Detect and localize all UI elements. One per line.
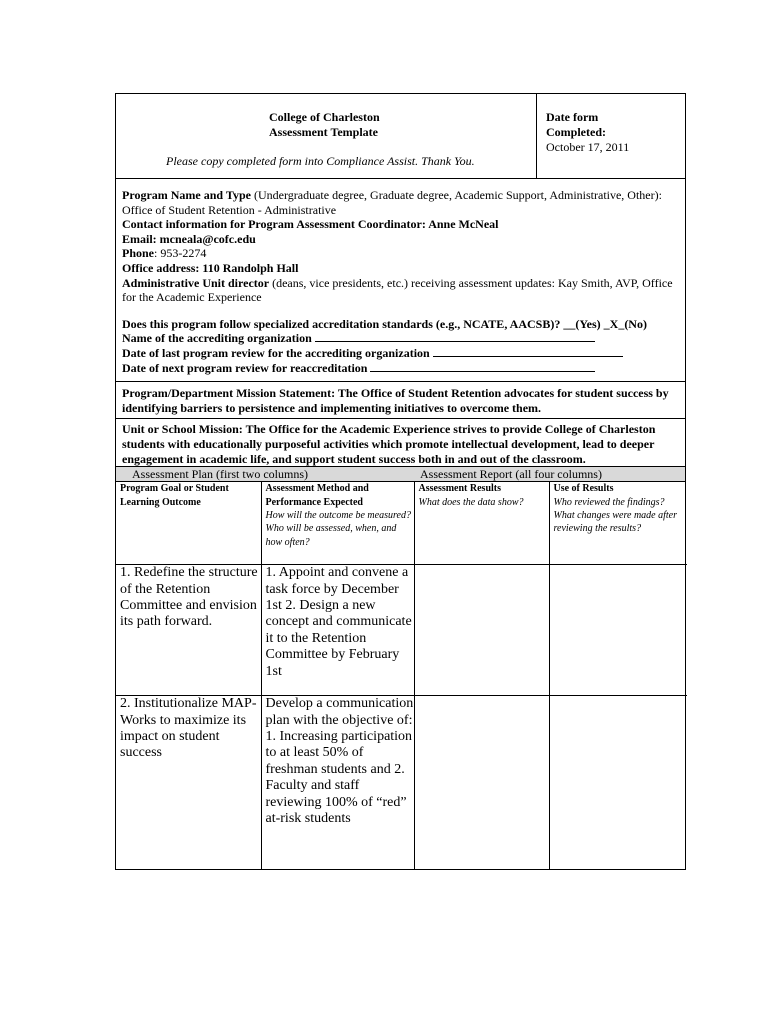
unit-director-label: Administrative Unit director <box>122 275 270 290</box>
goal-cell: 2. Institutionalize MAP-Works to maximize its impact on student success <box>116 696 261 870</box>
title-block <box>269 110 380 140</box>
template-name: Assessment Template <box>269 125 379 139</box>
table-row <box>116 565 687 696</box>
accrediting-org-label: Name of the accrediting organization <box>122 331 312 346</box>
last-review-blank <box>433 346 623 357</box>
results-cell <box>414 696 549 870</box>
header-title-cell <box>116 94 537 178</box>
email: Email: mcneala@cofc.edu <box>122 231 256 246</box>
unit-director-value: (deans, vice presidents, etc.) receiving assessment updates: Kay Smith, AVP, Office for the Academic Experience <box>122 275 673 305</box>
date-label-2: Completed: <box>546 125 606 139</box>
program-info <box>116 179 685 382</box>
phone <box>122 246 679 261</box>
department-mission: Program/Department Mission Statement: The Office of Student Retention advocates for student success by identifying barriers to persistence and implementing initiatives to overcome them. <box>116 382 685 419</box>
program-name-type-label: Program Name and Type <box>122 188 251 202</box>
plan-header-bar <box>116 466 685 482</box>
program-name-type <box>122 188 679 217</box>
method-cell: 1. Appoint and convene a task force by December 1st 2. Design a new concept and communicate it to the Retention Committee by February 1st <box>261 565 414 696</box>
col-header-use: Use of Results Who reviewed the findings? What changes were made after reviewing the results? <box>549 482 687 565</box>
last-review-row <box>122 346 679 361</box>
office-address: Office address: 110 Randolph Hall <box>122 260 299 275</box>
date-label-1: Date form <box>546 110 599 124</box>
unit-director <box>122 276 679 305</box>
assessment-form <box>115 93 686 870</box>
col-header-method: Assessment Method and Performance Expected How will the outcome be measured? Who will be assessed, when, and how often? <box>261 482 414 565</box>
form-header <box>116 94 685 179</box>
unit-mission: Unit or School Mission: The Office for the Academic Experience strives to provide College of Charleston students with educationally purposeful activities which promote intellectual development, lead to deeper engagement in academic life, and support student success both in and out of the classroom. <box>122 422 656 466</box>
accrediting-org-blank <box>315 331 595 342</box>
table-row <box>116 696 687 870</box>
next-review-label: Date of next program review for reaccreditation <box>122 360 368 375</box>
next-review-blank <box>370 361 595 372</box>
phone-value: : 953-2274 <box>154 246 207 261</box>
col-header-results: Assessment Results What does the data show? <box>414 482 549 565</box>
program-name-type-value: (Undergraduate degree, Graduate degree, Academic Support, Administrative, Other): Office of Student Retention - Administrative <box>122 188 662 217</box>
assessment-table <box>116 482 687 869</box>
contact-info: Contact information for Program Assessment Coordinator: Anne McNeal <box>122 217 499 232</box>
last-review-label: Date of last program review for the accrediting organization <box>122 345 430 360</box>
date-cell <box>546 110 629 155</box>
col-header-goal: Program Goal or Student Learning Outcome <box>116 482 261 565</box>
phone-label: Phone <box>122 246 155 261</box>
use-cell <box>549 565 687 696</box>
results-cell <box>414 565 549 696</box>
method-cell: Develop a communication plan with the objective of: 1. Increasing participation to at least 50% of freshman students and 2. Faculty and staff reviewing 100% of “red” at-risk students <box>261 696 414 870</box>
institution-name: College of Charleston <box>269 110 380 124</box>
assessment-report-label: Assessment Report (all four columns) <box>420 467 602 482</box>
use-cell <box>549 696 687 870</box>
next-review-row <box>122 361 679 376</box>
instruction-note: Please copy completed form into Compliance Assist. Thank You. <box>166 154 475 168</box>
accreditation-question: Does this program follow specialized accreditation standards (e.g., NCATE, AACSB)? __(Yes) _X_(No) <box>122 316 647 331</box>
date-value: October 17, 2011 <box>546 140 630 154</box>
accrediting-org-row <box>122 331 679 346</box>
goal-cell: 1. Redefine the structure of the Retention Committee and envision its path forward. <box>116 565 261 696</box>
assessment-plan-label: Assessment Plan (first two columns) <box>132 467 308 482</box>
column-header-row <box>116 482 687 565</box>
